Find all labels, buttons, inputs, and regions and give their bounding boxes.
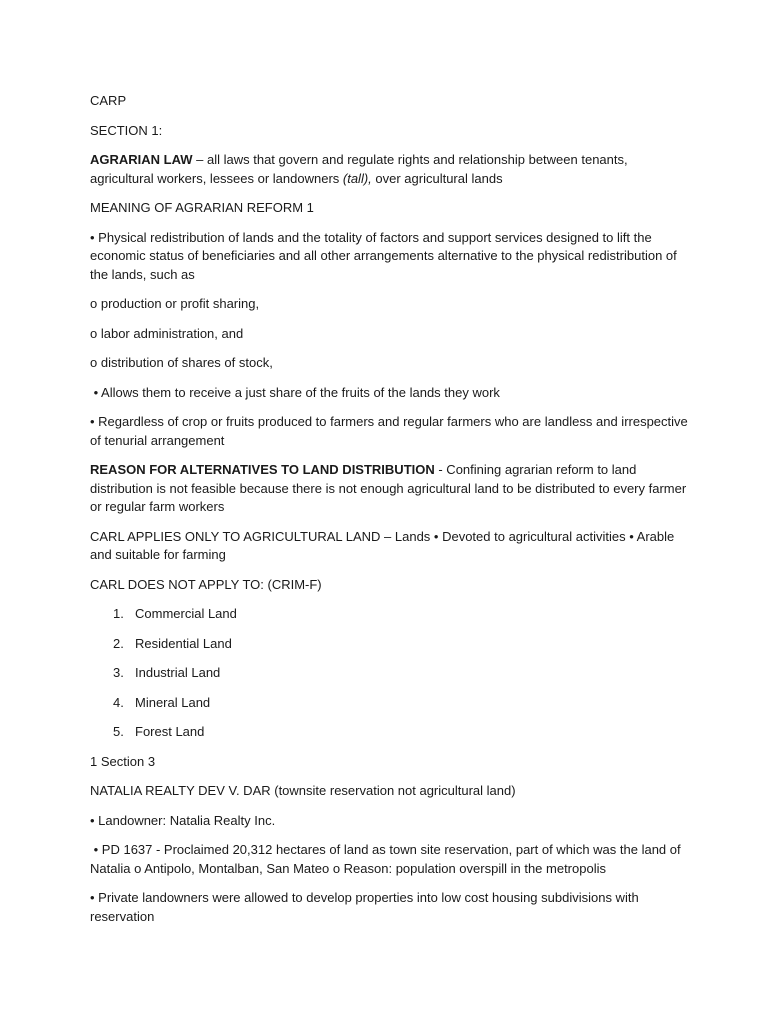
- document-page: [90, 92, 690, 937]
- crim-list: [90, 605, 690, 742]
- list-item-label: Forest Land: [135, 724, 205, 739]
- agrarian-law-text-a: – all laws that govern and regulate rights and relationship between tenants, agricultural workers, lessees or landowners: [90, 152, 628, 186]
- case-private-landowners: • Private landowners were allowed to develop properties into low cost housing subdivisions with reservation: [90, 890, 639, 924]
- document-title: CARP: [90, 93, 127, 108]
- carl-not-apply: CARL DOES NOT APPLY TO: (CRIM-F): [90, 576, 322, 592]
- bullet-regardless: • Regardless of crop or fruits produced to farmers and regular farmers who are landless and irrespective of tenurial arrangement: [90, 414, 688, 448]
- list-item-number: 1.: [113, 606, 124, 621]
- list-item-label: Commercial Land: [135, 606, 237, 621]
- list-item: [90, 723, 690, 742]
- agrarian-law-text-b: over agricultural lands: [371, 170, 503, 186]
- list-item: [90, 694, 690, 713]
- bullet-just-share: • Allows them to receive a just share of the fruits of the lands they work: [90, 384, 500, 400]
- list-item-number: 4.: [113, 694, 124, 710]
- list-item-number: 3.: [113, 665, 124, 680]
- list-item-label: Industrial Land: [135, 665, 221, 680]
- sub-item: o distribution of shares of stock,: [90, 355, 273, 370]
- reason-paragraph: [90, 461, 690, 517]
- agrarian-law-definition: [90, 151, 690, 188]
- meaning-bullet: • Physical redistribution of lands and the totality of factors and support services designed to lift the economic status of beneficiaries and all other arrangements alternative to the physical redistribution of the lands, such as: [90, 229, 677, 282]
- list-item: [90, 664, 690, 683]
- list-item-label: Mineral Land: [135, 694, 211, 710]
- case-pd: • PD 1637 - Proclaimed 20,312 hectares of land as town site reservation, part of which was the land of Natalia o Antipolo, Montalban, San Mateo o Reason: population overspill in the metropolis: [90, 842, 685, 876]
- case-title: NATALIA REALTY DEV V. DAR (townsite reservation not agricultural land): [90, 783, 516, 798]
- carl-applies: CARL APPLIES ONLY TO AGRICULTURAL LAND – Lands • Devoted to agricultural activities • Arable and suitable for farming: [90, 528, 675, 562]
- agrarian-law-text-italic: (tall),: [342, 170, 372, 186]
- sub-item: o labor administration, and: [90, 325, 244, 341]
- agrarian-law-term: AGRARIAN LAW: [90, 152, 193, 167]
- meaning-heading: MEANING OF AGRARIAN REFORM 1: [90, 200, 314, 215]
- case-landowner: • Landowner: Natalia Realty Inc.: [90, 812, 276, 828]
- sub-item: o production or profit sharing,: [90, 296, 260, 311]
- reason-text: - Confining agrarian reform to land distribution is not feasible because there is not enough agricultural land to be distributed to every farmer or regular farm workers: [90, 462, 687, 514]
- list-item: [90, 605, 690, 624]
- footnote: 1 Section 3: [90, 753, 156, 769]
- list-item: [90, 635, 690, 654]
- list-item-number: 5.: [113, 724, 124, 739]
- reason-term: REASON FOR ALTERNATIVES TO LAND DISTRIBUTION: [90, 462, 435, 477]
- section-label: SECTION 1:: [90, 122, 163, 138]
- list-item-number: 2.: [113, 635, 124, 651]
- list-item-label: Residential Land: [135, 635, 232, 651]
